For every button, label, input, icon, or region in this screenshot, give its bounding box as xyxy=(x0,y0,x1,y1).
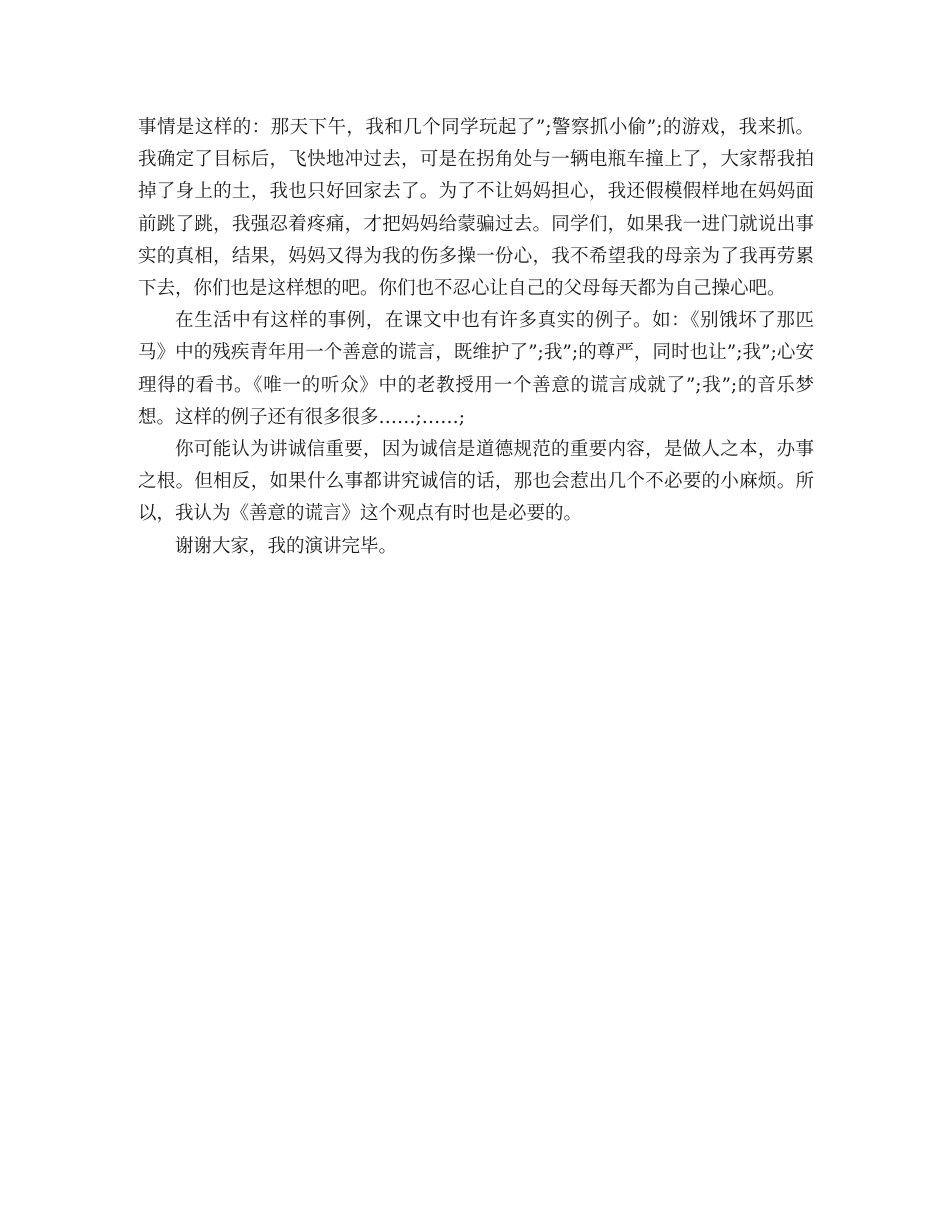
document-body xyxy=(138,112,814,563)
paragraph-story: 事情是这样的：那天下午，我和几个同学玩起了”;警察抓小偷”;的游戏，我来抓。我确定了目标后，飞快地冲过去，可是在拐角处与一辆电瓶车撞上了，大家帮我拍掉了身上的土，我也只好回家去了。为了不让妈妈担心，我还假模假样地在妈妈面前跳了跳，我强忍着疼痛，才把妈妈给蒙骗过去。同学们，如果我一进门就说出事实的真相，结果，妈妈又得为我的伤多操一份心，我不希望我的母亲为了我再劳累下去，你们也是这样想的吧。你们也不忍心让自己的父母每天都为自己操心吧。 xyxy=(138,117,814,300)
paragraph-conclusion: 你可能认为讲诚信重要，因为诚信是道德规范的重要内容，是做人之本，办事之根。但相反，如果什么事都讲究诚信的话，那也会惹出几个不必要的小麻烦。所以，我认为《善意的谎言》这个观点有时也是必要的。 xyxy=(138,439,814,525)
paragraph-examples: 在生活中有这样的事例，在课文中也有许多真实的例子。如：《别饿坏了那匹马》中的残疾青年用一个善意的谎言，既维护了”;我”;的尊严，同时也让”;我”;心安理得的看书。《唯一的听众》中的老教授用一个善意的谎言成就了”;我”;的音乐梦想。这样的例子还有很多很多……;……; xyxy=(138,310,814,428)
paragraph-closing: 谢谢大家，我的演讲完毕。 xyxy=(175,535,398,557)
